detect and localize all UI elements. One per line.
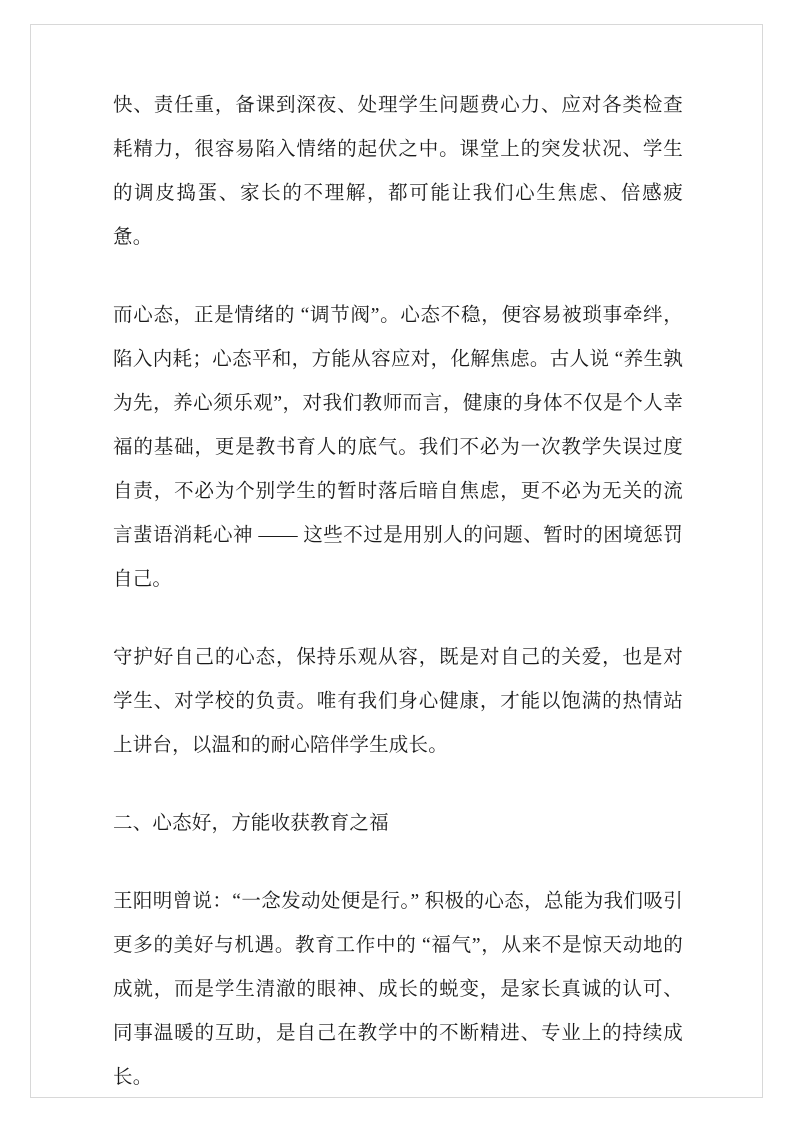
- document-body: [113, 84, 683, 1100]
- paragraph-1: 快、责任重，备课到深夜、处理学生问题费心力、应对各类检查耗精力，很容易陷入情绪的起伏之中。课堂上的突发状况、学生的调皮捣蛋、家长的不理解，都可能让我们心生焦虑、倍感疲惫。: [113, 95, 683, 248]
- paragraph-2: 而心态，正是情绪的 “调节阀”。心态不稳，便容易被琐事牵绊，陷入内耗；心态平和，方能从容应对，化解焦虑。古人说 “养生孰为先，养心须乐观”，对我们教师而言，健康的身体不仅是个人幸福的基础，更是教书育人的底气。我们不必为一次教学失误过度自责，不必为个别学生的暂时落后暗自焦虑，更不必为无关的流言蜚语消耗心神 —— 这些不过是用别人的问题、暂时的困境惩罚自己。: [113, 305, 683, 590]
- paragraph-4: 王阳明曾说：“一念发动处便是行。” 积极的心态，总能为我们吸引更多的美好与机遇。教育工作中的 “福气”，从来不是惊天动地的成就，而是学生清澈的眼神、成长的蜕变，是家长真诚的认可、同事温暖的互助，是自己在教学中的不断精进、专业上的持续成长。: [113, 891, 683, 1088]
- paragraph-3: 守护好自己的心态，保持乐观从容，既是对自己的关爱，也是对学生、对学校的负责。唯有我们身心健康，才能以饱满的热情站上讲台，以温和的耐心陪伴学生成长。: [113, 647, 683, 756]
- section-heading-2: 二、心态好，方能收获教育之福: [113, 813, 389, 834]
